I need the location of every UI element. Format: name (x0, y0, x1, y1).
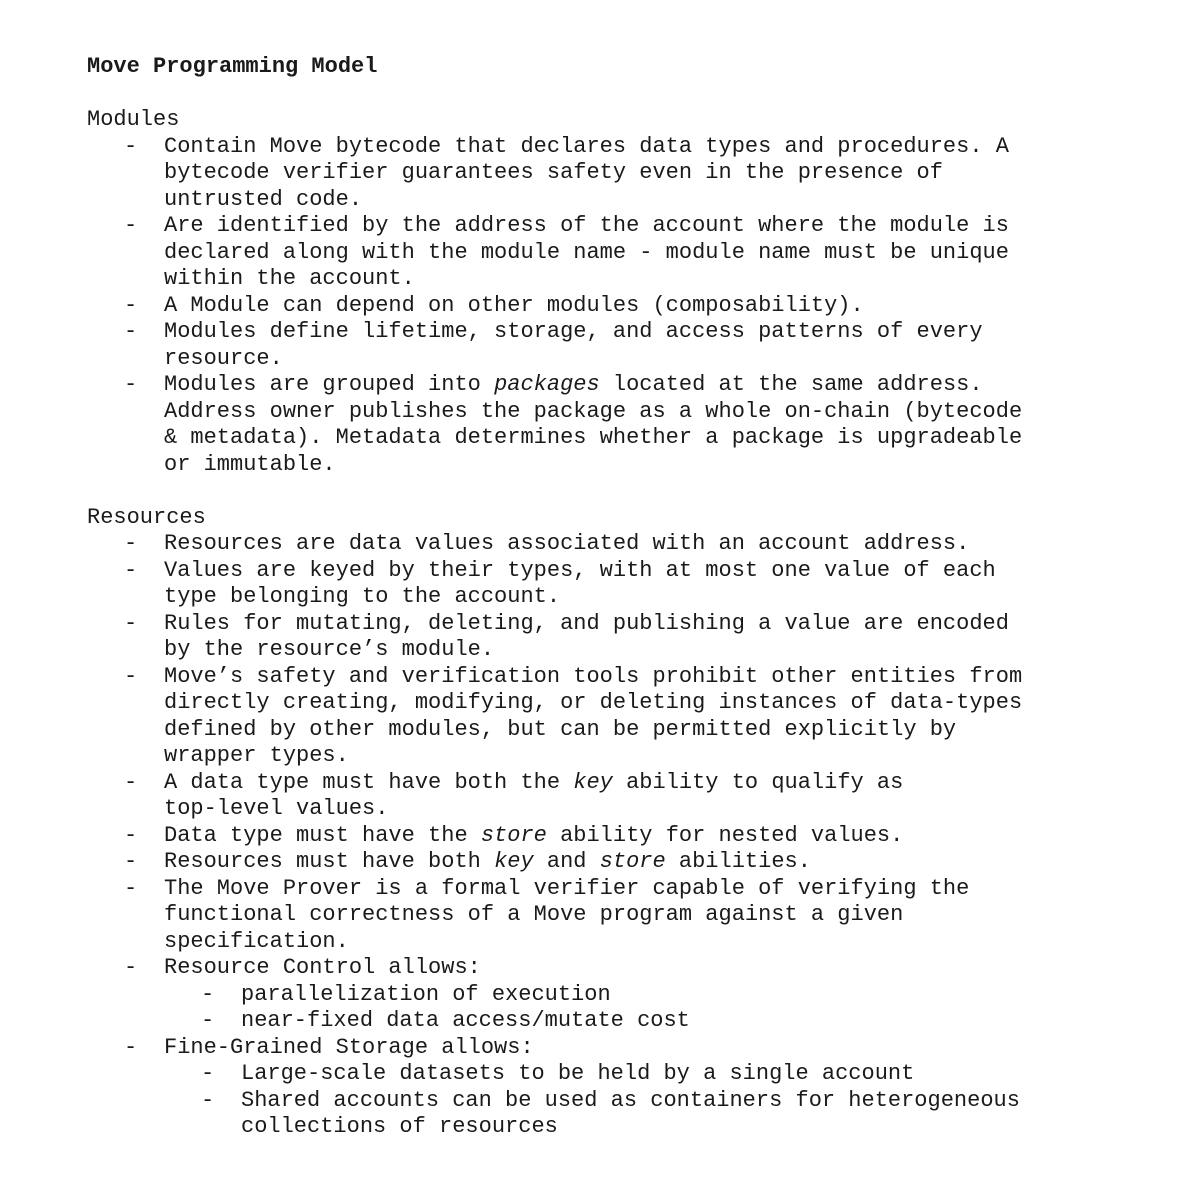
modules-heading: Modules (87, 107, 180, 132)
bullet-dash: - (124, 610, 138, 636)
list-item: - Are identified by the address of the account where the module is declared along with the module name - module name must be unique within the account. (124, 213, 1009, 291)
modules-section (87, 107, 1137, 478)
list-item: - Values are keyed by their types, with at most one value of each type belonging to the account. (124, 557, 996, 609)
bullet-dash: - (124, 319, 138, 344)
sub-list (164, 982, 1137, 1035)
emphasis-key: key (494, 849, 534, 874)
resources-list (87, 531, 1137, 1141)
bullet-dash: - (201, 981, 215, 1007)
document-page (87, 54, 1137, 1141)
bullet-dash: - (124, 663, 138, 689)
emphasis-key: key (573, 769, 613, 795)
page-title: Move Programming Model (87, 54, 378, 79)
sub-list-item: - Large-scale datasets to be held by a single account (201, 1061, 915, 1086)
list-item: - Modules are grouped into packages located at the same address. Address owner publishes the package as a whole on-chain (bytecode & metadata). Metadata determines whether a package is upgradeable or immutable. (124, 372, 1023, 477)
list-item: - A Module can depend on other modules (composability). (124, 292, 864, 318)
bullet-dash: - (124, 213, 138, 238)
bullet-dash: - (124, 955, 138, 980)
bullet-dash: - (201, 1061, 215, 1086)
resources-heading: Resources (87, 504, 206, 530)
sub-list-item: - Shared accounts can be used as containers for heterogeneous collections of resources (201, 1087, 1020, 1139)
list-item: - The Move Prover is a formal verifier capable of verifying the functional correctness of a Move program against a given specification. (124, 875, 970, 954)
list-item: - Contain Move bytecode that declares data types and procedures. A bytecode verifier guarantees safety even in the presence of untrusted code. (124, 133, 1009, 212)
bullet-dash: - (201, 1087, 215, 1113)
list-item: - A data type must have both the key ability to qualify as top-level values. (124, 769, 904, 821)
sub-list-item: - near-fixed data access/mutate cost (201, 1008, 690, 1033)
bullet-dash: - (124, 875, 138, 901)
list-item: - Data type must have the store ability for nested values. (124, 822, 904, 848)
bullet-dash: - (124, 849, 138, 874)
bullet-dash: - (124, 557, 138, 583)
bullet-dash: - (124, 822, 138, 848)
emphasis-packages: packages (494, 372, 600, 397)
modules-list (87, 134, 1137, 479)
list-item: - Move’s safety and verification tools prohibit other entities from directly creating, modifying, or deleting instances of data-types defined by other modules, but can be permitted explicitly by wrapper types. (124, 663, 1023, 768)
bullet-dash: - (124, 372, 138, 397)
bullet-dash: - (124, 1034, 138, 1060)
list-item: - Resources must have both key and store abilities. (124, 849, 811, 874)
list-item: - Modules define lifetime, storage, and access patterns of every resource. (124, 319, 983, 371)
bullet-dash: - (124, 531, 138, 556)
sub-list-item: - parallelization of execution (201, 981, 611, 1007)
sub-list (164, 1061, 1137, 1141)
bullet-dash: - (124, 292, 138, 318)
list-item: - Resources are data values associated with an account address. (124, 531, 970, 556)
list-item: - Rules for mutating, deleting, and publishing a value are encoded by the resource’s module. (124, 610, 1009, 662)
emphasis-store: store (599, 849, 666, 874)
bullet-dash: - (124, 133, 138, 159)
resources-section (87, 505, 1137, 1141)
list-item: - Resource Control allows: - parallelization of execution - near-fixed data access/mutate cost (87, 955, 1137, 1035)
emphasis-store: store (480, 822, 547, 848)
bullet-dash: - (201, 1008, 215, 1033)
bullet-dash: - (124, 769, 138, 795)
list-item: - Fine-Grained Storage allows: - Large-scale datasets to be held by a single account - Shared accounts can be used as containers for heterogeneous collections of resources (87, 1035, 1137, 1141)
